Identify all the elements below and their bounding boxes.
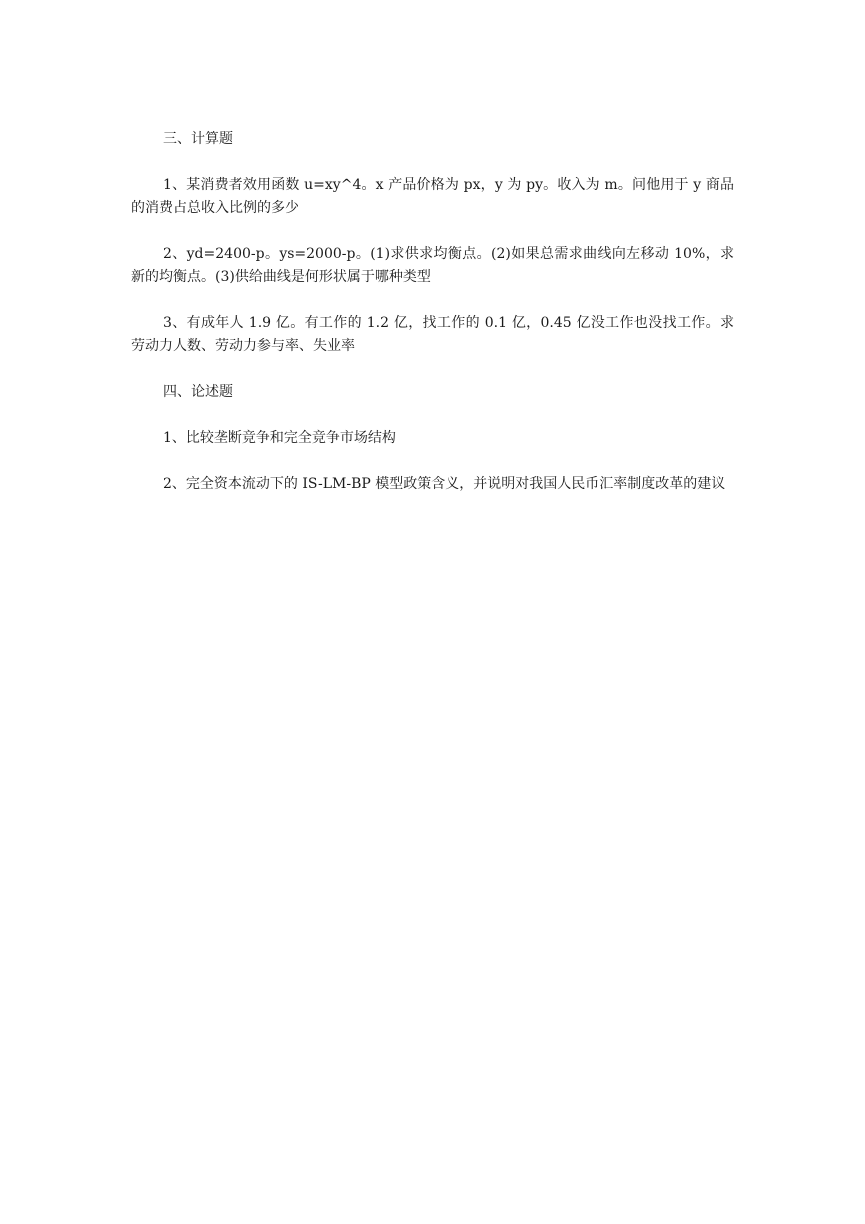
calculation-question-1: 1、某消费者效用函数 u=xy^4。x 产品价格为 px，y 为 py。收入为 m。问他用于 y 商品的消费占总收入比例的多少 [131,177,734,216]
spacer [131,358,734,381]
document-body [131,128,734,496]
section-heading-essay: 四、论述题 [163,384,233,400]
section-heading-calculation: 三、计算题 [163,131,233,147]
spacer [131,404,734,427]
calculation-question-2: 2、yd=2400-p。ys=2000-p。(1)求供求均衡点。(2)如果总需求曲线向左移动 10%，求新的均衡点。(3)供给曲线是何形状属于哪种类型 [131,246,734,285]
spacer [131,289,734,312]
spacer [131,220,734,243]
calculation-question-3: 3、有成年人 1.9 亿。有工作的 1.2 亿，找工作的 0.1 亿，0.45 亿没工作也没找工作。求劳动力人数、劳动力参与率、失业率 [131,315,734,354]
essay-question-2: 2、完全资本流动下的 IS-LM-BP 模型政策含义，并说明对我国人民币汇率制度改革的建议 [163,476,726,492]
spacer [131,151,734,174]
essay-question-1: 1、比较垄断竞争和完全竞争市场结构 [163,430,396,446]
spacer [131,450,734,473]
